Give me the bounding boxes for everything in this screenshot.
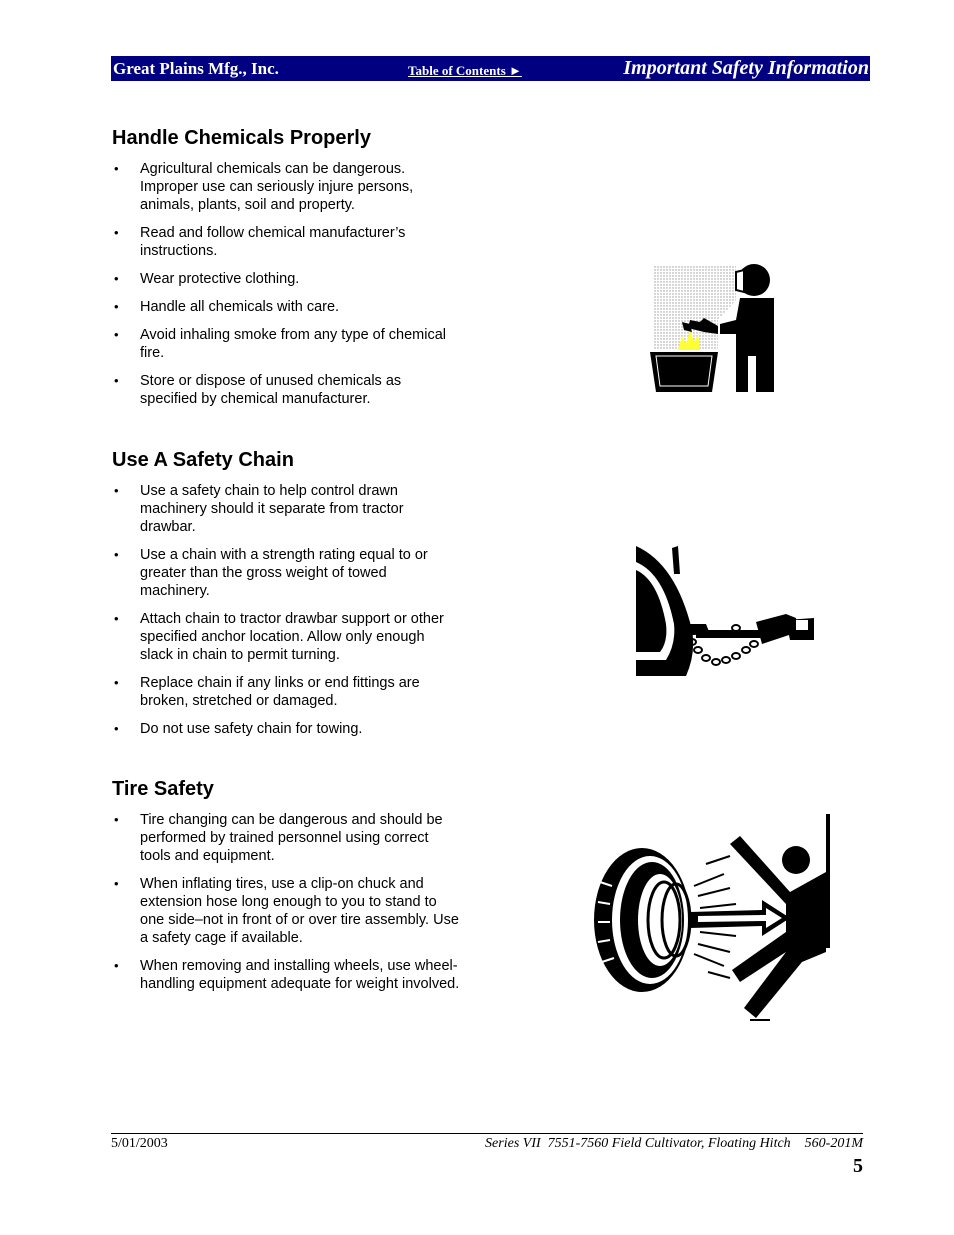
section-tire-safety xyxy=(112,777,472,1003)
list-item: • Handle all chemicals with care. xyxy=(112,298,460,316)
section-heading: Use A Safety Chain xyxy=(112,449,294,471)
list-item: • When inflating tires, use a clip-on chuck and extension hose long enough to you to stand to one side–not in front of or over tire assembly. Use a safety cage if available. xyxy=(112,875,460,947)
list-item: • Use a chain with a strength rating equal to or greater than the gross weight of towed machinery. xyxy=(112,546,460,600)
section-safety-chain xyxy=(112,448,472,748)
bullet-list xyxy=(112,482,472,738)
list-item: • Read and follow chemical manufacturer’s instructions. xyxy=(112,224,460,260)
chemical-handling-illustration xyxy=(648,260,778,396)
footer-divider xyxy=(111,1133,863,1134)
page-number: 5 xyxy=(853,1155,863,1177)
list-item: • Attach chain to tractor drawbar support or other specified anchor location. Allow only enough slack in chain to permit turning. xyxy=(112,610,460,664)
section-heading: Tire Safety xyxy=(112,778,214,800)
list-item: • Store or dispose of unused chemicals as specified by chemical manufacturer. xyxy=(112,372,460,408)
bullet-list xyxy=(112,811,472,993)
list-item: • Agricultural chemicals can be dangerous. Improper use can seriously injure persons, animals, plants, soil and property. xyxy=(112,160,460,214)
tire-explosion-illustration xyxy=(590,812,832,1024)
list-item: • Tire changing can be dangerous and should be performed by trained personnel using correct tools and equipment. xyxy=(112,811,460,865)
section-title: Important Safety Information xyxy=(623,57,869,79)
company-name: Great Plains Mfg., Inc. xyxy=(113,59,279,78)
header-bar xyxy=(111,56,870,81)
section-handle-chemicals xyxy=(112,126,472,418)
list-item: • Do not use safety chain for towing. xyxy=(112,720,460,738)
section-heading: Handle Chemicals Properly xyxy=(112,127,371,149)
footer-series: Series VII 7551-7560 Field Cultivator, Floating Hitch 560-201M xyxy=(485,1136,863,1151)
table-of-contents-link[interactable]: Table of Contents ► xyxy=(408,63,522,78)
safety-chain-illustration xyxy=(636,544,818,680)
list-item: • Avoid inhaling smoke from any type of chemical fire. xyxy=(112,326,460,362)
list-item: • Wear protective clothing. xyxy=(112,270,460,288)
list-item: • Replace chain if any links or end fittings are broken, stretched or damaged. xyxy=(112,674,460,710)
list-item: • Use a safety chain to help control drawn machinery should it separate from tractor drawbar. xyxy=(112,482,460,536)
list-item: • When removing and installing wheels, use wheel-handling equipment adequate for weight involved. xyxy=(112,957,460,993)
bullet-list xyxy=(112,160,472,408)
footer-date: 5/01/2003 xyxy=(111,1136,168,1151)
